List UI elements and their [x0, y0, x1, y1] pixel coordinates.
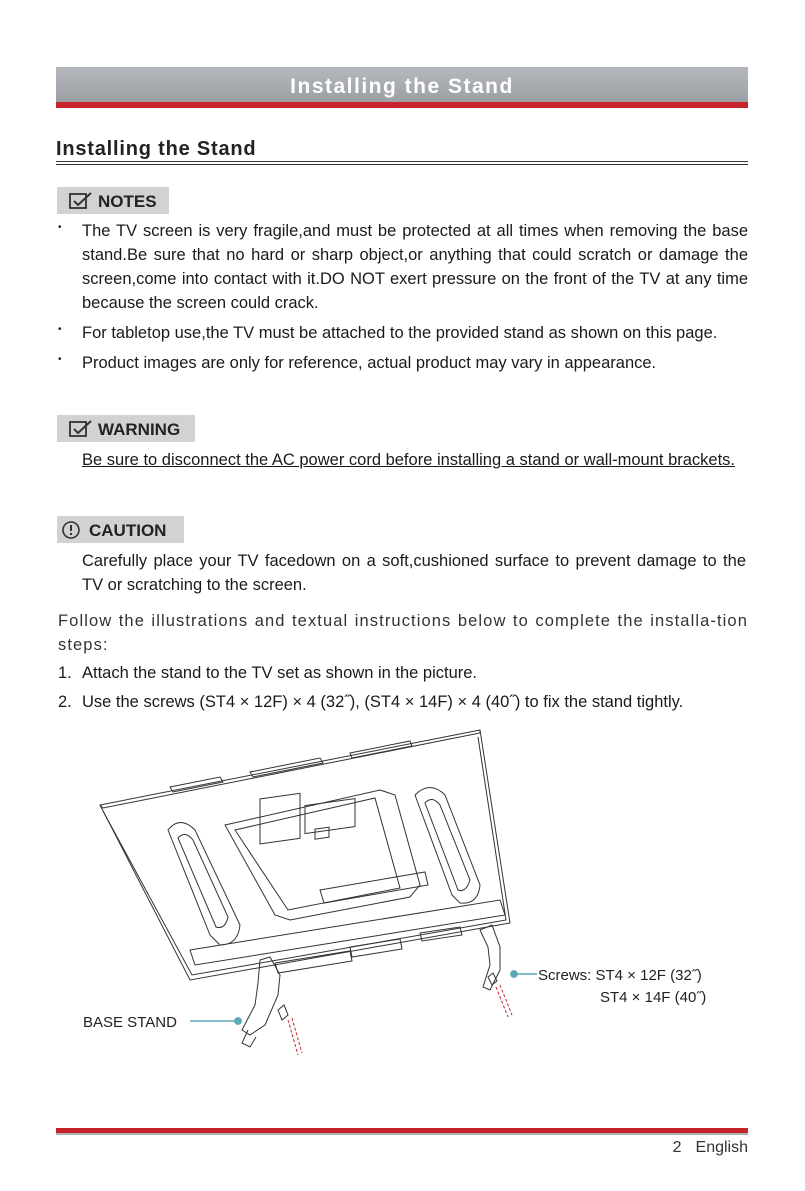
list-item: • For tabletop use,the TV must be attached to the provided stand as shown on this page. — [58, 324, 718, 342]
list-item: 1. Attach the stand to the TV set as shown in the picture. — [58, 664, 478, 682]
notes-label: NOTES — [98, 192, 157, 211]
section-heading: Installing the Stand — [56, 138, 257, 160]
caution-label: CAUTION — [89, 521, 167, 540]
notes-list — [56, 219, 748, 381]
banner-title: Installing the Stand — [290, 75, 514, 98]
list-item: • Product images are only for reference, actual product may vary in appearance. — [58, 354, 657, 372]
caution-tab — [57, 516, 184, 543]
screws-label-line1: Screws: ST4 × 12F (32˝) — [538, 967, 702, 984]
base-stand-label: BASE STAND — [83, 1014, 177, 1031]
caution-text: Carefully place your TV facedown on a soft,cushioned surface to prevent damage to the TV or scratching to the screen. — [82, 552, 746, 594]
page-number: 2 — [672, 1139, 682, 1156]
notes-tab — [57, 187, 169, 214]
page-footer — [659, 1139, 748, 1157]
tv-stand-illustration — [60, 725, 750, 1055]
footer-rule — [56, 1133, 748, 1135]
instructions-intro: Follow the illustrations and textual instructions below to complete the installa-tion steps: — [58, 612, 748, 654]
footer-language: English — [695, 1139, 748, 1156]
caution-icon — [60, 520, 82, 540]
checkbox-pencil-icon — [69, 420, 93, 438]
steps-list — [58, 661, 748, 719]
warning-label: WARNING — [98, 420, 181, 439]
list-item: 2. Use the screws (ST4 × 12F) × 4 (32˝), (ST4 × 14F) × 4 (40˝) to fix the stand tightly. — [58, 693, 684, 711]
section-rule — [56, 161, 748, 162]
screws-label-line2: ST4 × 14F (40˝) — [600, 989, 707, 1006]
header-banner — [56, 67, 748, 102]
section-rule — [56, 164, 748, 165]
warning-text: Be sure to disconnect the AC power cord before installing a stand or wall-mount brackets. — [82, 451, 736, 469]
banner-accent-bar — [56, 102, 748, 108]
checkbox-pencil-icon — [69, 192, 93, 210]
warning-tab — [57, 415, 195, 442]
list-item: • The TV screen is very fragile,and must be protected at all times when removing the base stand.Be sure that no hard or sharp object,or anything that could scratch or damage the screen,come into contact with it.DO NOT exert pressure on the front of the TV at any time because the screen could crack. — [58, 222, 748, 312]
